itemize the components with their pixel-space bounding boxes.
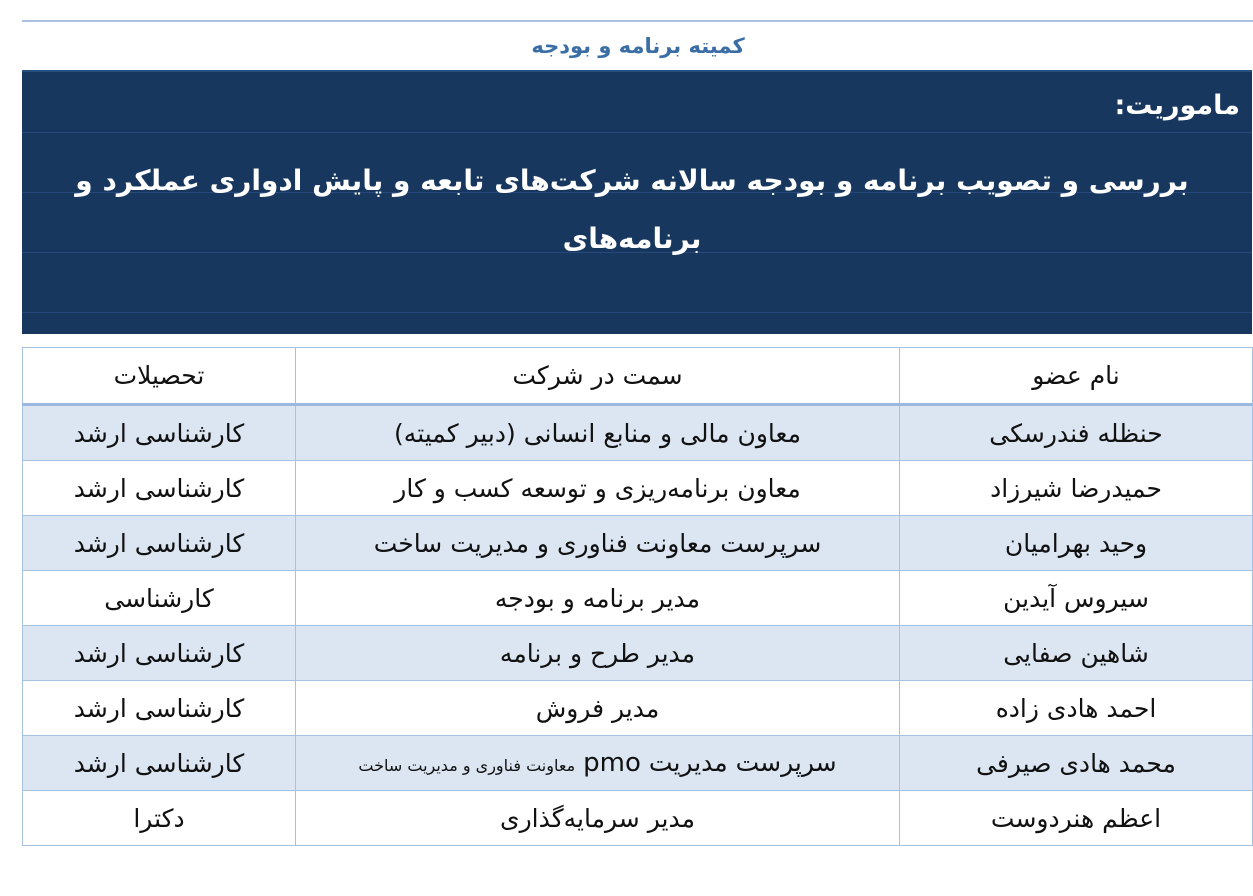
table-row: [23, 461, 1253, 516]
table-row: [23, 571, 1253, 626]
member-position: معاون برنامه‌ریزی و توسعه کسب و کار: [296, 461, 900, 516]
position-main-text: سرپرست مدیریت: [648, 748, 837, 777]
table-row: [23, 736, 1253, 791]
table-row: [23, 626, 1253, 681]
table-row: [23, 516, 1253, 571]
mission-heading: ماموریت:: [1114, 90, 1240, 121]
member-position: مدیر طرح و برنامه: [296, 626, 900, 681]
member-name: اعظم هنردوست: [900, 791, 1253, 846]
member-name: حنظله فندرسکی: [900, 405, 1253, 461]
position-pmo-text: pmo: [583, 748, 641, 778]
member-education: کارشناسی: [23, 571, 296, 626]
header-education: تحصیلات: [23, 348, 296, 405]
member-education: کارشناسی ارشد: [23, 681, 296, 736]
mission-panel: [22, 70, 1252, 334]
member-position: سرپرست معاونت فناوری و مدیریت ساخت: [296, 516, 900, 571]
member-education: دکترا: [23, 791, 296, 846]
member-name: محمد هادی صیرفی: [900, 736, 1253, 791]
panel-gridline: [22, 132, 1252, 133]
panel-gridline: [22, 312, 1252, 313]
position-small-text: معاونت فناوری و مدیریت ساخت: [358, 756, 576, 775]
member-education: کارشناسی ارشد: [23, 626, 296, 681]
member-education: کارشناسی ارشد: [23, 516, 296, 571]
member-education: کارشناسی ارشد: [23, 461, 296, 516]
member-education: کارشناسی ارشد: [23, 405, 296, 461]
table-row: [23, 681, 1253, 736]
header-company-position: سمت در شرکت: [296, 348, 900, 405]
member-name: حمیدرضا شیرزاد: [900, 461, 1253, 516]
members-table: [22, 347, 1253, 846]
committee-title: کمیته برنامه و بودجه: [531, 34, 745, 58]
member-position: مدیر سرمایه‌گذاری: [296, 791, 900, 846]
table-header-row: [23, 348, 1253, 405]
table-row: [23, 791, 1253, 846]
top-divider: [22, 20, 1253, 22]
member-position: مدیر فروش: [296, 681, 900, 736]
member-position: [296, 736, 900, 791]
header-member-name: نام عضو: [900, 348, 1253, 405]
mission-text: بررسی و تصویب برنامه و بودجه سالانه شرکت‌های تابعه و پایش ادواری عملکرد و برنامه‌های: [75, 164, 1189, 255]
member-education: کارشناسی ارشد: [23, 736, 296, 791]
member-name: احمد هادی زاده: [900, 681, 1253, 736]
table-row: [23, 405, 1253, 461]
member-name: سیروس آیدین: [900, 571, 1253, 626]
member-name: وحید بهرامیان: [900, 516, 1253, 571]
member-position: معاون مالی و منابع انسانی (دبیر کمیته): [296, 405, 900, 461]
member-name: شاهین صفایی: [900, 626, 1253, 681]
member-position: مدیر برنامه و بودجه: [296, 571, 900, 626]
